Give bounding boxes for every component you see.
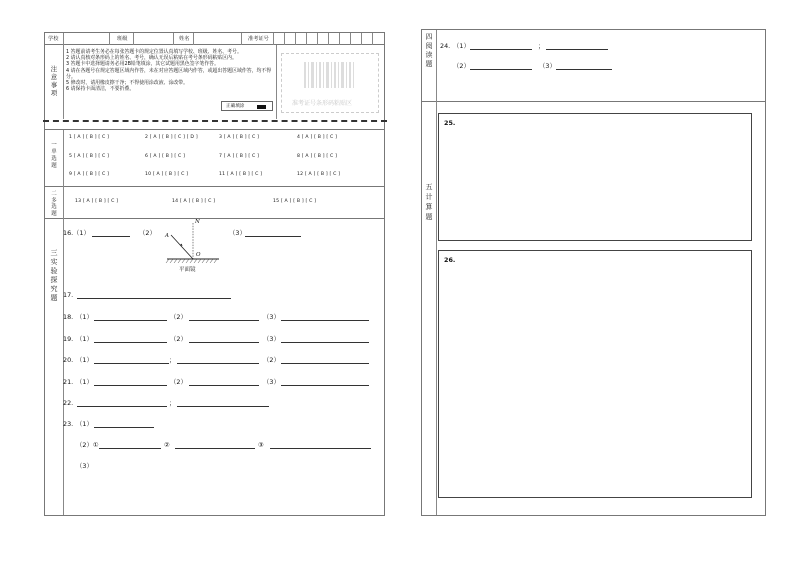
fill-example (221, 101, 273, 111)
q21-answer3-line[interactable] (281, 385, 369, 386)
choice-q2[interactable]: 2 [ A ] [ B ] [ C ] [ D ] (145, 135, 198, 140)
q18-number: 18. (63, 313, 74, 321)
q21-answer2-line[interactable] (189, 385, 259, 386)
q16-answer3-line[interactable] (245, 236, 301, 237)
q24-answer2-line[interactable] (470, 69, 532, 70)
q19-answer2-line[interactable] (189, 342, 259, 343)
diagram-label-o: O (196, 252, 201, 258)
q19-part1: （1） (76, 335, 93, 343)
section2-title: 二多选题 (51, 191, 57, 217)
choice-q3[interactable]: 3 [ A ] [ B ] [ C ] (219, 135, 260, 140)
section-calculation (422, 102, 765, 515)
choice-q15[interactable]: 15 [ A ] [ B ] [ C ] (273, 199, 317, 204)
q20-answer1-line[interactable] (94, 363, 169, 364)
q19-part3: （3） (263, 335, 280, 343)
q22-number: 22. (63, 399, 74, 407)
q23-answer2a-line[interactable] (99, 448, 161, 449)
fill-example-label: 正确填涂 (226, 104, 245, 109)
exam-id-label: 准考证号 (248, 36, 269, 42)
q19-number: 19. (63, 335, 74, 343)
notes-title: 注意事项 (50, 65, 58, 97)
q22-separator: ； (169, 399, 176, 407)
q20-number: 20. (63, 356, 74, 364)
choice-q4[interactable]: 4 [ A ] [ B ] [ C ] (297, 135, 338, 140)
note-item: 3 答题卡中选择题请务必用2B铅笔填涂，其它试题用黑色签字笔作答。 (66, 61, 219, 68)
q23-answer1-line[interactable] (94, 427, 154, 428)
notes-block (45, 45, 384, 119)
q16-number: 16. (63, 229, 74, 237)
section-reading (422, 30, 765, 102)
barcode-area (281, 53, 379, 113)
section-experiment (45, 219, 384, 515)
school-label: 学校 (48, 36, 59, 42)
choice-q6[interactable]: 6 [ A ] [ B ] [ C ] (145, 154, 186, 159)
q23-circle2: ② (164, 441, 170, 449)
diagram-label-a: A (165, 233, 169, 239)
section3-title: 三实验探究题 (50, 249, 58, 302)
q16-answer1-line[interactable] (92, 236, 130, 237)
section1-title: 一单选题 (51, 142, 57, 169)
q22-answer2-line[interactable] (177, 406, 269, 407)
q21-answer1-line[interactable] (94, 385, 167, 386)
choice-q9[interactable]: 9 [ A ] [ B ] [ C ] (69, 172, 110, 177)
q16-part3: （3） (229, 229, 246, 237)
q24-part2: （2） (453, 62, 470, 70)
choice-q10[interactable]: 10 [ A ] [ B ] [ C ] (145, 172, 189, 177)
filled-mark (257, 105, 266, 109)
q21-part1: （1） (76, 378, 93, 386)
q20-answer2-line[interactable] (281, 363, 369, 364)
q25-number: 25. (444, 119, 456, 127)
q23-answer2c-line[interactable] (270, 448, 371, 449)
left-answer-sheet (44, 32, 385, 516)
q17-number: 17. (63, 291, 74, 299)
q24-separator: ； (538, 42, 545, 50)
q24-answer3-line[interactable] (556, 69, 612, 70)
q18-answer3-line[interactable] (281, 320, 369, 321)
name-label: 姓名 (179, 36, 190, 42)
barcode-label: 准考证号条形码粘贴区 (292, 100, 353, 107)
notes-list (66, 49, 276, 92)
q19-answer3-line[interactable] (281, 342, 369, 343)
exam-id-boxes (273, 33, 384, 45)
q20-part1: （1） (76, 356, 93, 364)
choice-q8[interactable]: 8 [ A ] [ B ] [ C ] (297, 154, 338, 159)
section-multi-choice (45, 187, 384, 219)
q19-answer1-line[interactable] (94, 342, 167, 343)
q18-part3: （3） (263, 313, 280, 321)
q24-answer1b-line[interactable] (546, 49, 608, 50)
note-item: 6 请保持卡面清洁，不要折叠。 (66, 86, 135, 93)
note-item: 4 请在各题号在规定答题区域内作答，未在对应答题区域内作答，或超出答题区域作答，均不得分。 (66, 67, 272, 80)
note-item: 5 修改时，请用橡皮擦干净；不得使用涂改液、涂改带。 (66, 80, 189, 87)
q20-separator: ； (169, 356, 176, 364)
q24-part1: （1） (453, 42, 470, 50)
q19-part2: （2） (170, 335, 187, 343)
q22-answer1-line[interactable] (77, 406, 167, 407)
q23-answer2b-line[interactable] (175, 448, 255, 449)
q23-part1: （1） (76, 420, 93, 428)
note-item: 2 请认真核对条形码上的姓名、考号，确认无误后粘贴在考号条形码粘贴区内。 (66, 55, 237, 62)
q18-answer1-line[interactable] (94, 320, 167, 321)
right-answer-sheet (421, 29, 766, 516)
q18-answer2-line[interactable] (189, 320, 259, 321)
choice-q1[interactable]: 1 [ A ] [ B ] [ C ] (69, 135, 110, 140)
q23-circle3: ③ (258, 441, 264, 449)
choice-q11[interactable]: 11 [ A ] [ B ] [ C ] (219, 172, 263, 177)
diagram-label-n: N (195, 219, 200, 225)
q16-part2: （2） (139, 229, 156, 237)
q24-part3: （3） (539, 62, 556, 70)
q21-part3: （3） (263, 378, 280, 386)
q17-answer-line[interactable] (77, 298, 231, 299)
q24-number: 24. (440, 42, 451, 50)
choice-q14[interactable]: 14 [ A ] [ B ] [ C ] (172, 199, 216, 204)
q20-part2: （2） (263, 356, 280, 364)
note-item: 1 答题前请考生务必在每张答题卡的规定位置认真填写学校、班级、姓名、考号。 (66, 49, 242, 55)
q23-part3: （3） (76, 462, 93, 470)
q18-part1: （1） (76, 313, 93, 321)
q23-number: 23. (63, 420, 74, 428)
section-single-choice (45, 129, 384, 187)
barcode-icon (302, 60, 358, 90)
q24-answer1-line[interactable] (470, 49, 532, 50)
choice-q5[interactable]: 5 [ A ] [ B ] [ C ] (69, 154, 110, 159)
section5-title: 五计算题 (425, 183, 433, 221)
choice-q13[interactable]: 13 [ A ] [ B ] [ C ] (75, 199, 119, 204)
q25-answer-box[interactable] (438, 113, 752, 241)
q21-number: 21. (63, 378, 74, 386)
q26-number: 26. (444, 256, 456, 264)
q26-answer-box[interactable] (438, 250, 752, 498)
q23-part2: （2）① (76, 441, 99, 449)
section4-title: 四阅读题 (425, 33, 433, 68)
choice-q7[interactable]: 7 [ A ] [ B ] [ C ] (219, 154, 260, 159)
q16-part1: （1） (73, 229, 90, 237)
q21-part2: （2） (170, 378, 187, 386)
diagram-label-mirror: 平面镜 (179, 267, 196, 273)
q18-part2: （2） (170, 313, 187, 321)
class-label: 班级 (117, 36, 128, 42)
q20-answer1b-line[interactable] (177, 363, 259, 364)
cut-line (43, 120, 387, 122)
header-row (45, 33, 384, 45)
choice-q12[interactable]: 12 [ A ] [ B ] [ C ] (297, 172, 341, 177)
